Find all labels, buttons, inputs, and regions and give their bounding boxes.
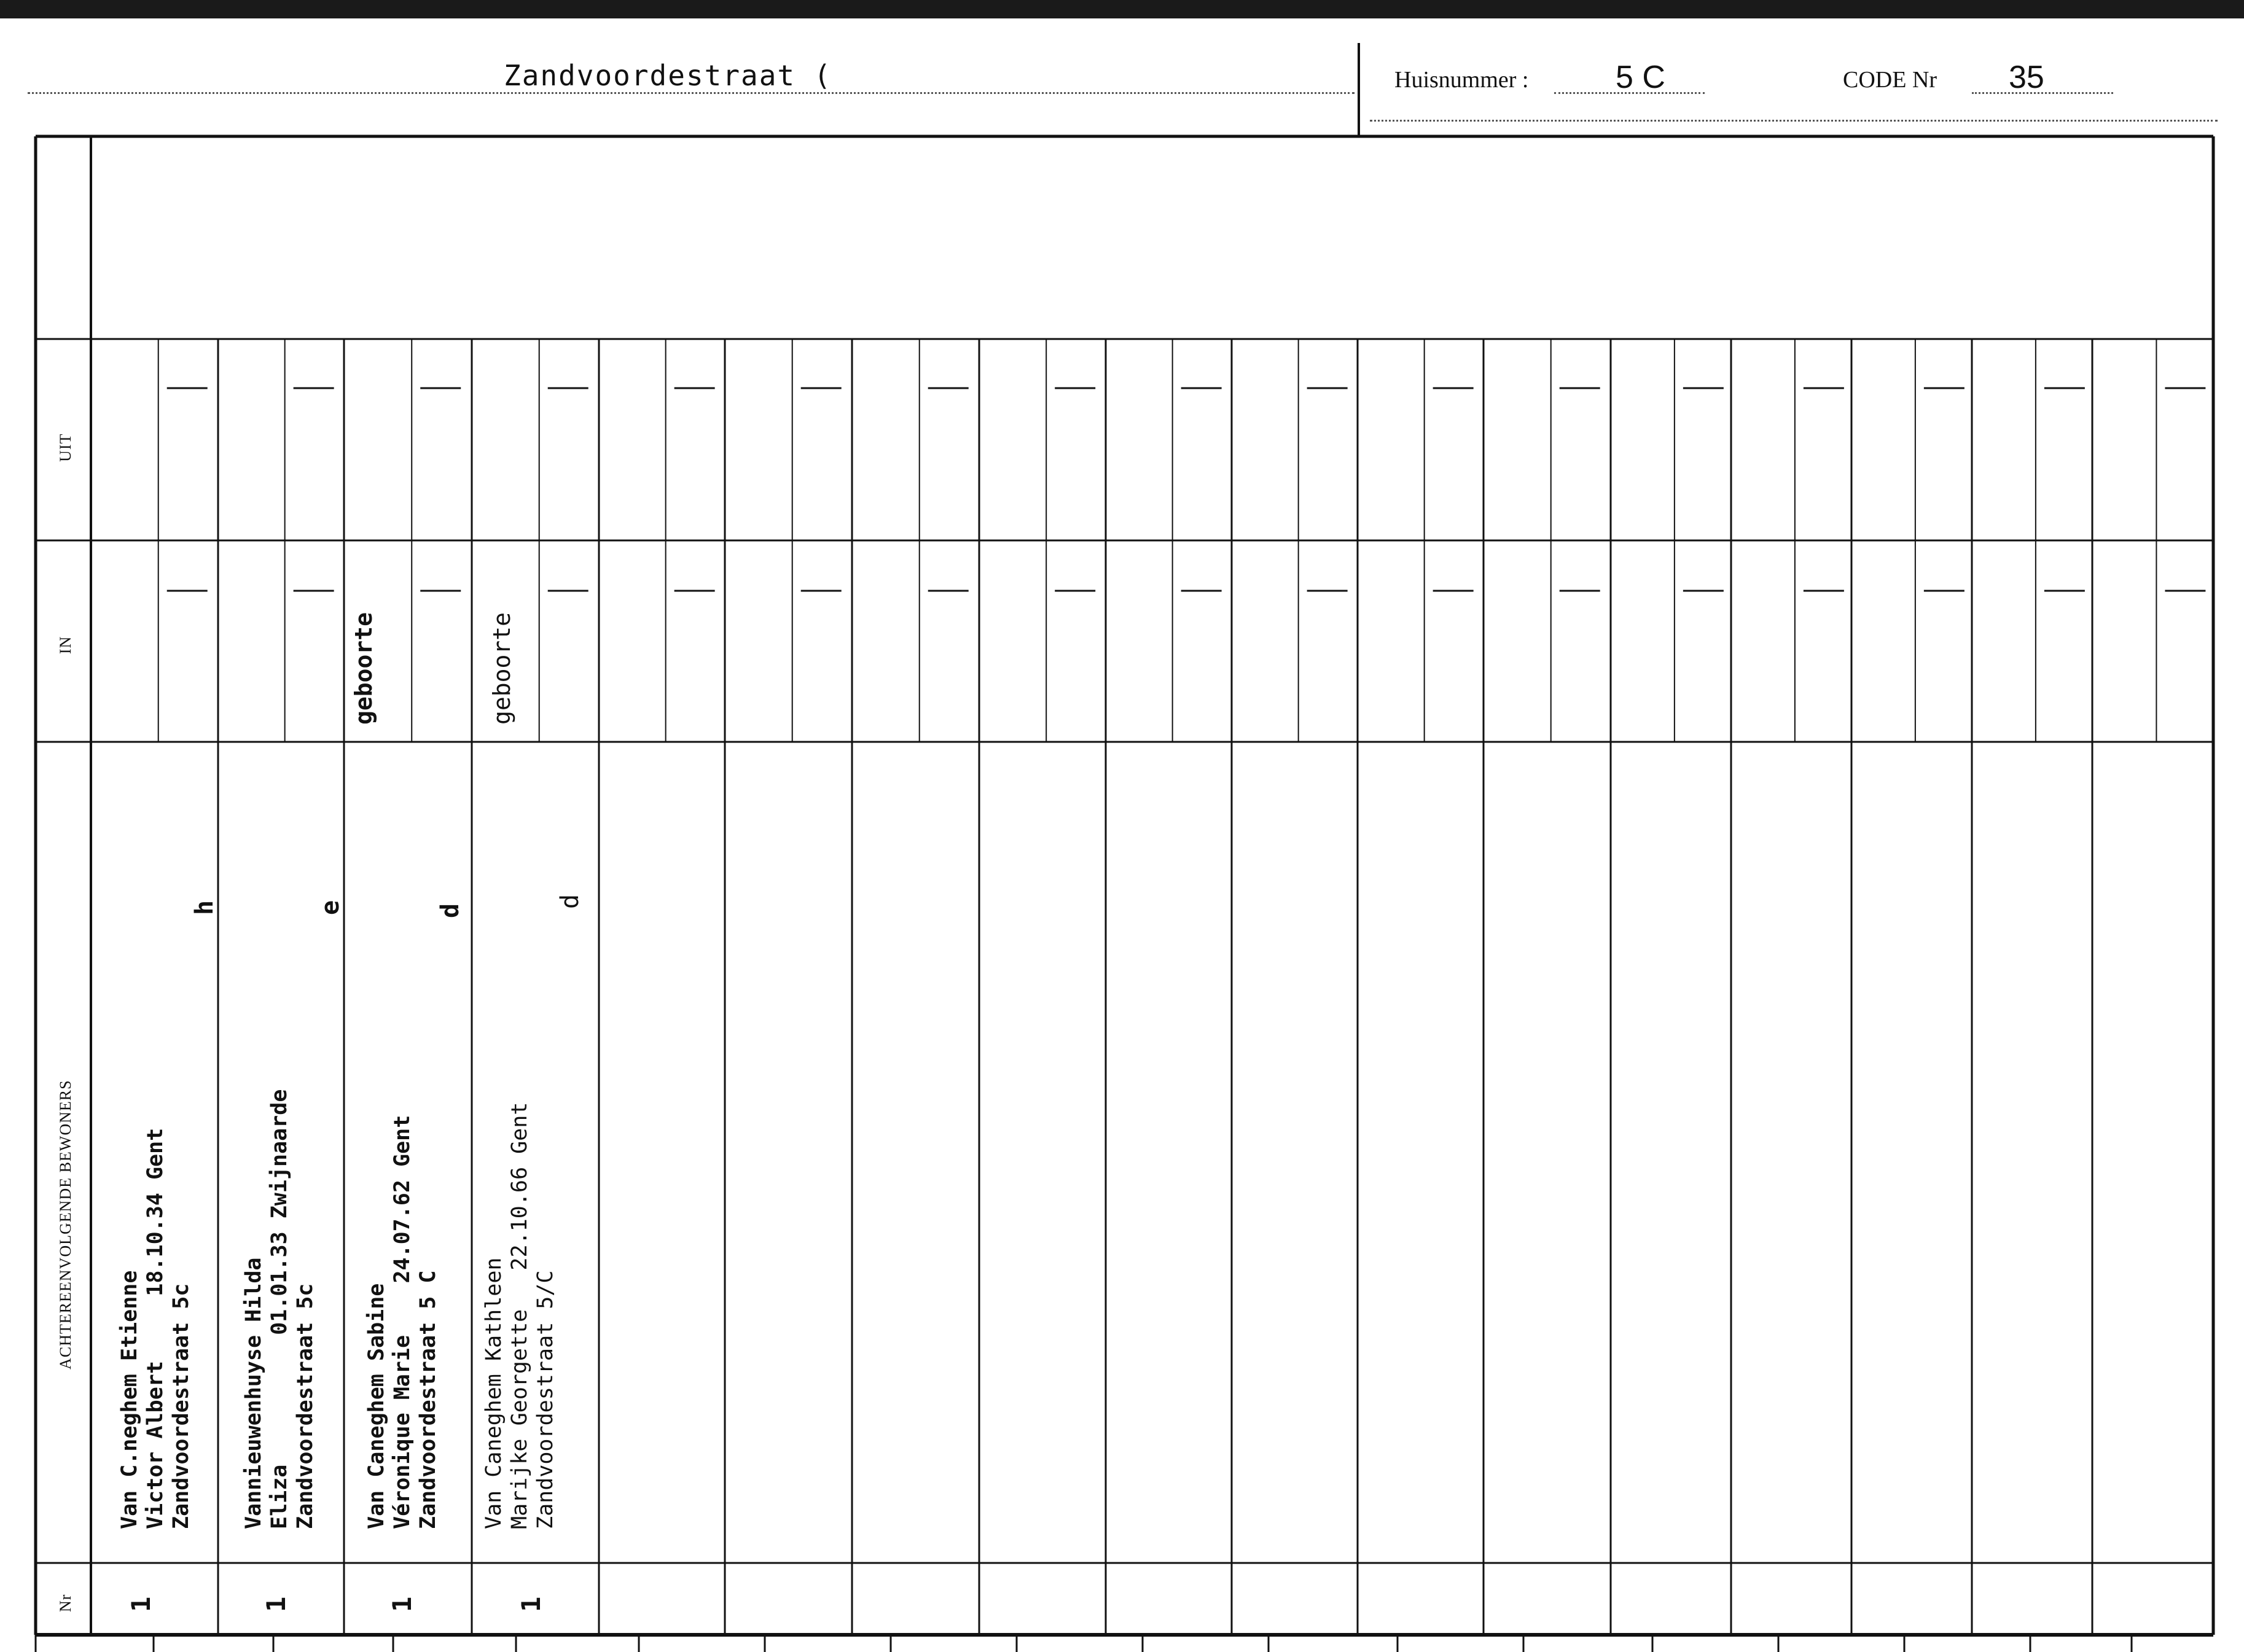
- huisnummer-label: Huisnummer :: [1394, 67, 1529, 93]
- resident-birth-line: Véronique Marie 24.07.62 Gent: [390, 1115, 415, 1529]
- resident-address-line: Zandvoordestraat 5 C: [416, 1270, 440, 1529]
- street-name: Zandvoordestraat (: [504, 59, 832, 92]
- resident-entry: [481, 1102, 558, 1529]
- resident-nr: 1: [516, 1596, 546, 1612]
- resident-status-mark: d: [436, 903, 464, 918]
- resident-entry: [364, 1115, 441, 1529]
- resident-name-line: Vannieuwenhuyse Hilda: [241, 1257, 266, 1529]
- resident-name-line: Van Caneghem Kathleen: [482, 1257, 506, 1529]
- huisnummer-value: 5 C: [1616, 60, 1665, 95]
- code-label: CODE Nr: [1843, 67, 1937, 93]
- resident-address-line: Zandvoordestraat 5c: [169, 1283, 194, 1529]
- resident-nr: 1: [387, 1596, 417, 1612]
- nr-row-label: Nr: [57, 1594, 74, 1612]
- resident-address-line: Zandvoordestraat 5/C: [533, 1270, 558, 1529]
- resident-birth-line: Eliza 01.01.33 Zwijnaarde: [267, 1089, 292, 1529]
- resident-birth-line: Marijke Georgette 22.10.66 Gent: [507, 1102, 532, 1529]
- in-row-label: IN: [57, 636, 74, 654]
- resident-entry: [117, 1128, 194, 1529]
- bewoners-row-label: ACHTEREENVOLGENDE BEWONERS: [57, 1080, 74, 1370]
- resident-name-line: Van Caneghem Sabine: [364, 1283, 389, 1529]
- resident-name-line: Van C.neghem Etienne: [117, 1270, 142, 1529]
- resident-entry: [241, 1089, 318, 1529]
- in-entry-text: geboorte: [350, 612, 377, 725]
- resident-status-mark: d: [556, 894, 584, 909]
- resident-status-mark: h: [190, 900, 219, 915]
- resident-birth-line: Victor Albert 18.10.34 Gent: [143, 1128, 168, 1529]
- resident-status-mark: e: [316, 900, 345, 915]
- code-value: 35: [2009, 60, 2044, 95]
- in-entry-text: geboorte: [488, 612, 515, 725]
- uit-row-label: UIT: [57, 433, 74, 462]
- resident-nr: 1: [261, 1596, 291, 1612]
- resident-address-line: Zandvoordestraat 5c: [293, 1283, 318, 1529]
- resident-nr: 1: [126, 1596, 156, 1612]
